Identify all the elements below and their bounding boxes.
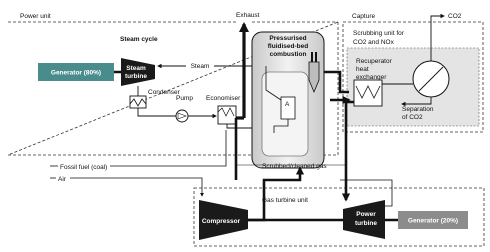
condenser [130,86,181,108]
boiler-title-line2: fluidised-bed [267,43,309,50]
power-turbine-label-line1: Power [356,211,376,218]
compressor-label: Compressor [201,218,241,225]
fuel-input [50,130,226,171]
generator-80 [38,63,114,81]
pump [176,95,193,122]
condenser-label: Condenser [148,89,180,96]
steam-line-label: Steam [190,63,210,70]
recuperator-label-line1: Recuperator [356,58,392,65]
boiler-title-line3: combustion [269,51,307,58]
co2-outlet-label: CO2 [448,13,462,20]
recuperator-label-line2: heat [356,66,369,73]
steam-turbine-label-line2: turbine [124,73,148,80]
fuel-input-label: Fossil fuel (coal) [60,164,108,171]
boiler-coil-letter: A [285,101,290,108]
air-input [50,176,202,196]
generator-80-label: Generator (80%) [50,69,102,77]
steam-turbine-label-line1: Steam [126,65,146,72]
separation-label-line2: of CO2 [402,114,423,121]
generator-20-label: Generator (20%) [407,217,459,225]
steam-cycle-title: Steam cycle [120,36,158,43]
steam-turbine [121,58,155,86]
generator-20 [398,211,468,229]
power-unit-title: Power unit [20,13,51,20]
economiser-label: Economiser [206,95,241,102]
power-turbine-label-line2: turbine [354,220,378,227]
compressor [199,200,248,240]
recuperator-label-line3: exchanger [356,74,387,81]
capture-title: Capture [352,13,376,20]
power-turbine [343,200,385,239]
scrubbed-gas-label: Scrubbed/cleaned gas [262,163,327,170]
scrubbing-unit-label-line2: CO2 and NOx [353,39,394,46]
pfbc-boiler [252,32,324,168]
air-input-label: Air [58,176,66,183]
scrubbing-unit-label-line1: Scrubbing unit for [353,30,404,37]
boiler-title-line1: Pressurised [269,35,307,42]
pump-label: Pump [176,95,193,102]
gas-turbine-unit-title: Gas turbine unit [262,197,308,204]
separation-label-line1: Separation [402,106,434,113]
exhaust-label: Exhaust [236,12,260,19]
